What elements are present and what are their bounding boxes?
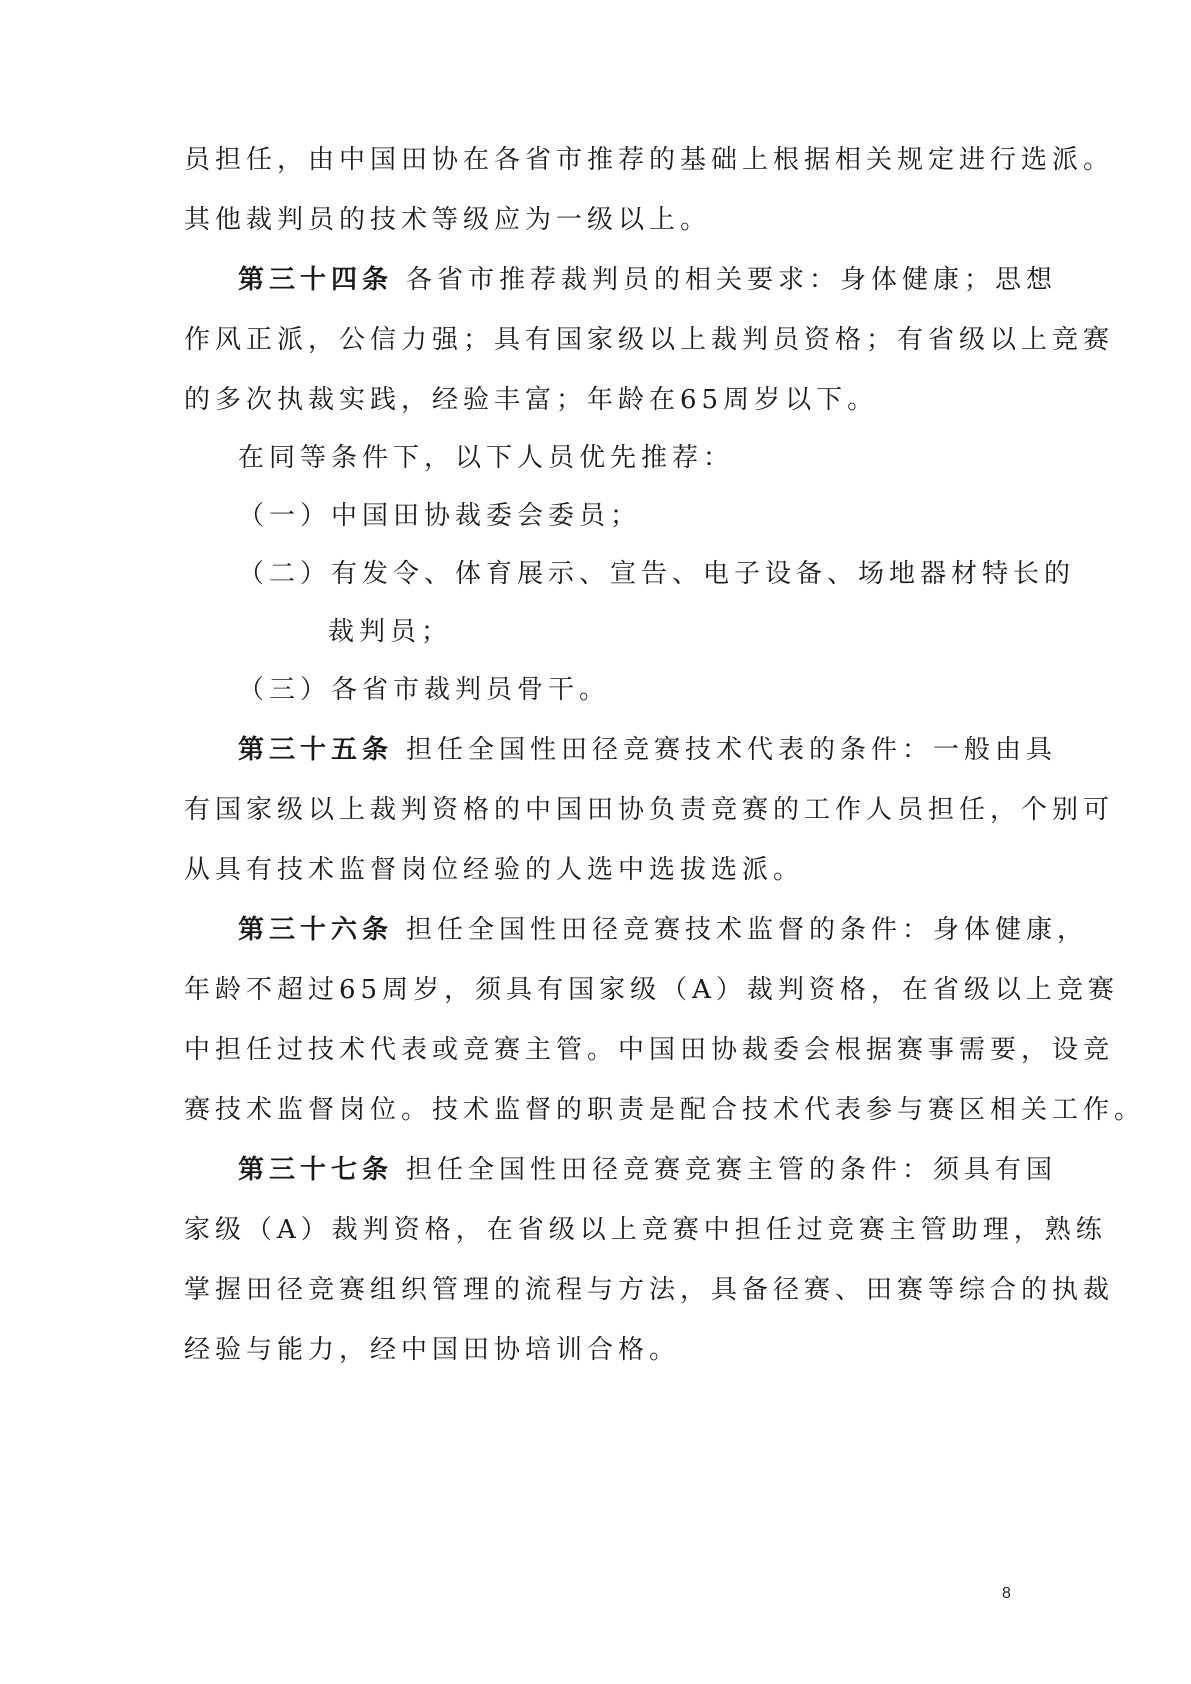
article-34-first-line bbox=[238, 263, 1057, 297]
text-line: 其他裁判员的技术等级应为一级以上。 bbox=[184, 205, 712, 235]
text-line: 员担任，由中国田协在各省市推荐的基础上根据相关规定进行选派。 bbox=[184, 145, 1115, 175]
text-line: 掌握田径竞赛组织管理的流程与方法，具备径赛、田赛等综合的执裁 bbox=[184, 1275, 1115, 1305]
text-line: 从具有技术监督岗位经验的人选中选拔选派。 bbox=[184, 855, 805, 885]
text-line: 赛技术监督岗位。技术监督的职责是配合技术代表参与赛区相关工作。 bbox=[184, 1095, 1146, 1125]
text-line: 年龄不超过65周岁，须具有国家级（A）裁判资格，在省级以上竞赛 bbox=[184, 975, 1119, 1005]
text-line: 担任全国性田径竞赛竞赛主管的条件：须具有国 bbox=[406, 1155, 1058, 1185]
article-34-title: 第三十四条 bbox=[238, 265, 394, 295]
text-line: 作风正派，公信力强；具有国家级以上裁判员资格；有省级以上竞赛 bbox=[184, 325, 1115, 355]
text-line: 担任全国性田径竞赛技术监督的条件：身体健康， bbox=[406, 915, 1089, 945]
page-number: 8 bbox=[1002, 1585, 1011, 1602]
article-35-title: 第三十五条 bbox=[238, 735, 394, 765]
text-line: 中担任过技术代表或竞赛主管。中国田协裁委会根据赛事需要，设竞 bbox=[184, 1035, 1115, 1065]
article-35-first-line bbox=[238, 733, 1057, 767]
text-line: 各省市推荐裁判员的相关要求：身体健康；思想 bbox=[406, 265, 1058, 295]
article-37-title: 第三十七条 bbox=[238, 1155, 394, 1185]
text-line: 家级（A）裁判资格，在省级以上竞赛中担任过竞赛主管助理，熟练 bbox=[184, 1215, 1107, 1245]
list-item: （二）有发令、体育展示、宣告、电子设备、场地器材特长的 bbox=[238, 559, 1076, 589]
article-37-first-line bbox=[238, 1153, 1057, 1187]
list-item-continuation: 裁判员； bbox=[328, 617, 453, 647]
list-item: （三）各省市裁判员骨干。 bbox=[238, 675, 611, 705]
text-line: 经验与能力，经中国田协培训合格。 bbox=[184, 1335, 681, 1365]
article-36-title: 第三十六条 bbox=[238, 915, 394, 945]
text-line: 有国家级以上裁判资格的中国田协负责竞赛的工作人员担任，个别可 bbox=[184, 795, 1115, 825]
text-line: 担任全国性田径竞赛技术代表的条件：一般由具 bbox=[406, 735, 1058, 765]
text-line: 在同等条件下，以下人员优先推荐： bbox=[238, 443, 735, 473]
list-item: （一）中国田协裁委会委员； bbox=[238, 501, 642, 531]
text-line: 的多次执裁实践，经验丰富；年龄在65周岁以下。 bbox=[184, 385, 879, 415]
article-36-first-line bbox=[238, 913, 1088, 947]
